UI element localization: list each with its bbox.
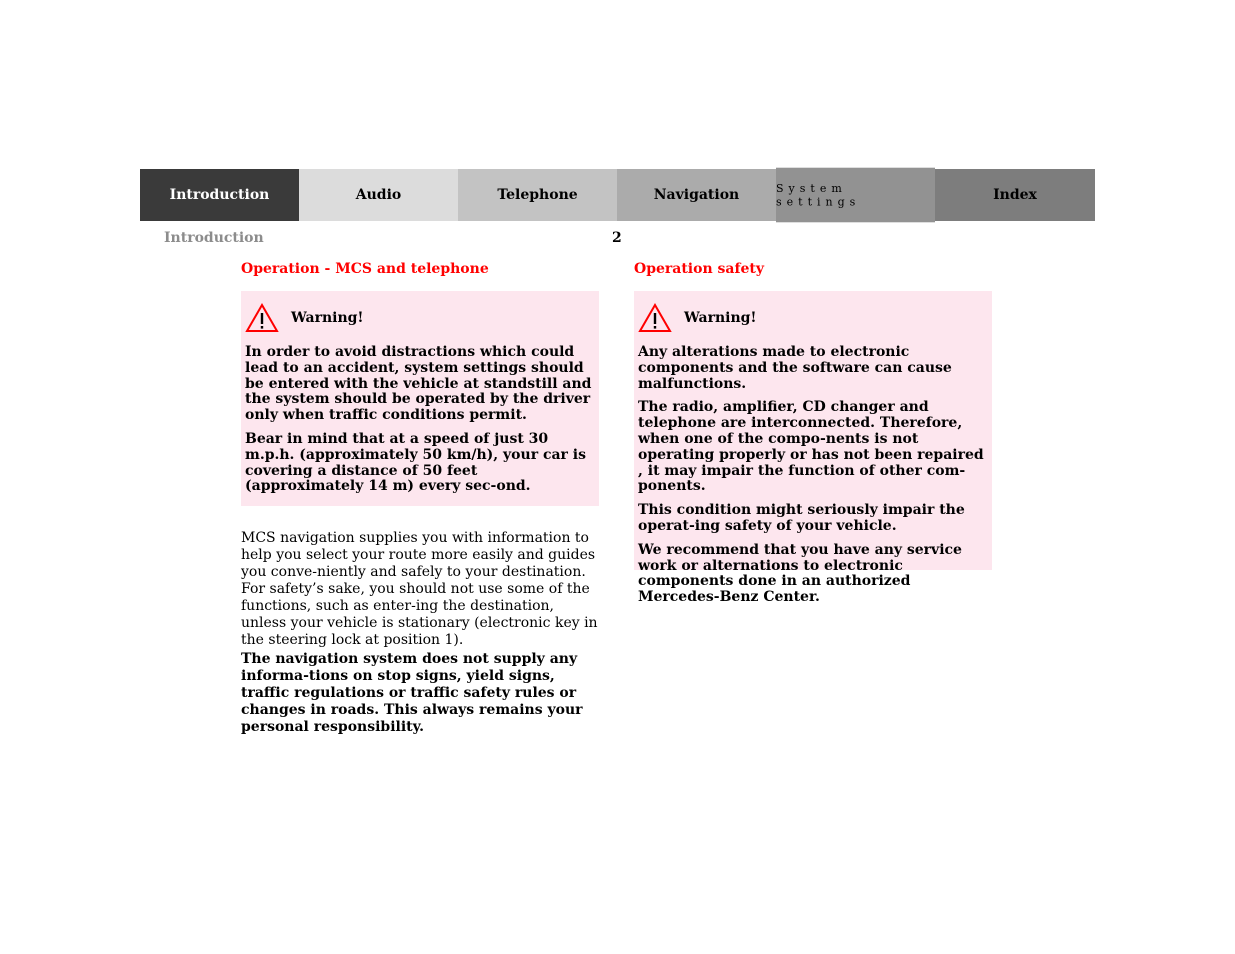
right-warning-body [638,345,986,614]
left-warning-box [241,291,599,506]
right-section-heading: Operation safety [634,261,764,277]
left-warning-body [245,345,593,503]
tab-telephone[interactable]: Telephone [458,169,617,221]
left-bold-note: The navigation system does not supply any informa-tions on stop signs, yield signs, traffic regulations or traffic safety rules or changes in roads. This always remains your personal responsibility. [241,651,583,735]
section-tabs [140,169,1095,221]
right-warning-paragraph: Any alterations made to electronic components and the software can cause malfunctions. [638,344,952,392]
right-warning-paragraph: The radio, amplifier, CD changer and telephone are interconnected. Therefore, when one of the compo-nents is not operating properly or has not been repaired , it may impair the function of other com-ponents. [638,399,984,495]
right-warning-paragraph: We recommend that you have any service work or alternations to electronic components done in an authorized Mercedes-Benz Center. [638,541,962,606]
page-number: 2 [612,230,622,246]
tab-audio[interactable]: Audio [299,169,458,221]
breadcrumb: Introduction [164,230,264,246]
tab-index[interactable]: Index [935,169,1095,221]
left-warning-title: Warning! [291,310,364,326]
tab-system-settings[interactable]: System settings [776,168,935,223]
left-warning-paragraph: In order to avoid distractions which could lead to an accident, system settings should be entered with the vehicle at standstill and the system should be operated by the driver only when traffic conditions permit. [245,344,592,424]
left-warning-paragraph: Bear in mind that at a speed of just 30 m.p.h. (approximately 50 km/h), your car is covering a distance of 50 feet (approximately 14 m) every sec-ond. [245,430,586,495]
right-warning-title: Warning! [684,310,757,326]
left-warning-header [245,303,364,333]
right-warning-box [634,291,992,606]
tab-navigation[interactable]: Navigation [617,169,776,221]
left-section-heading: Operation - MCS and telephone [241,261,489,277]
warning-triangle-icon [638,303,672,333]
warning-triangle-icon [245,303,279,333]
left-body-text: MCS navigation supplies you with information to help you select your route more easily and guides you conve-niently and safely to your destination. For safety’s sake, you should not use some of the functions, such as enter-ing the destination, unless your vehicle is stationary (electronic key in the steering lock at position 1). [241,530,598,648]
right-warning-header [638,303,757,333]
right-warning-paragraph: This condition might seriously impair the operat-ing safety of your vehicle. [638,502,965,534]
tab-introduction[interactable]: Introduction [140,169,299,221]
